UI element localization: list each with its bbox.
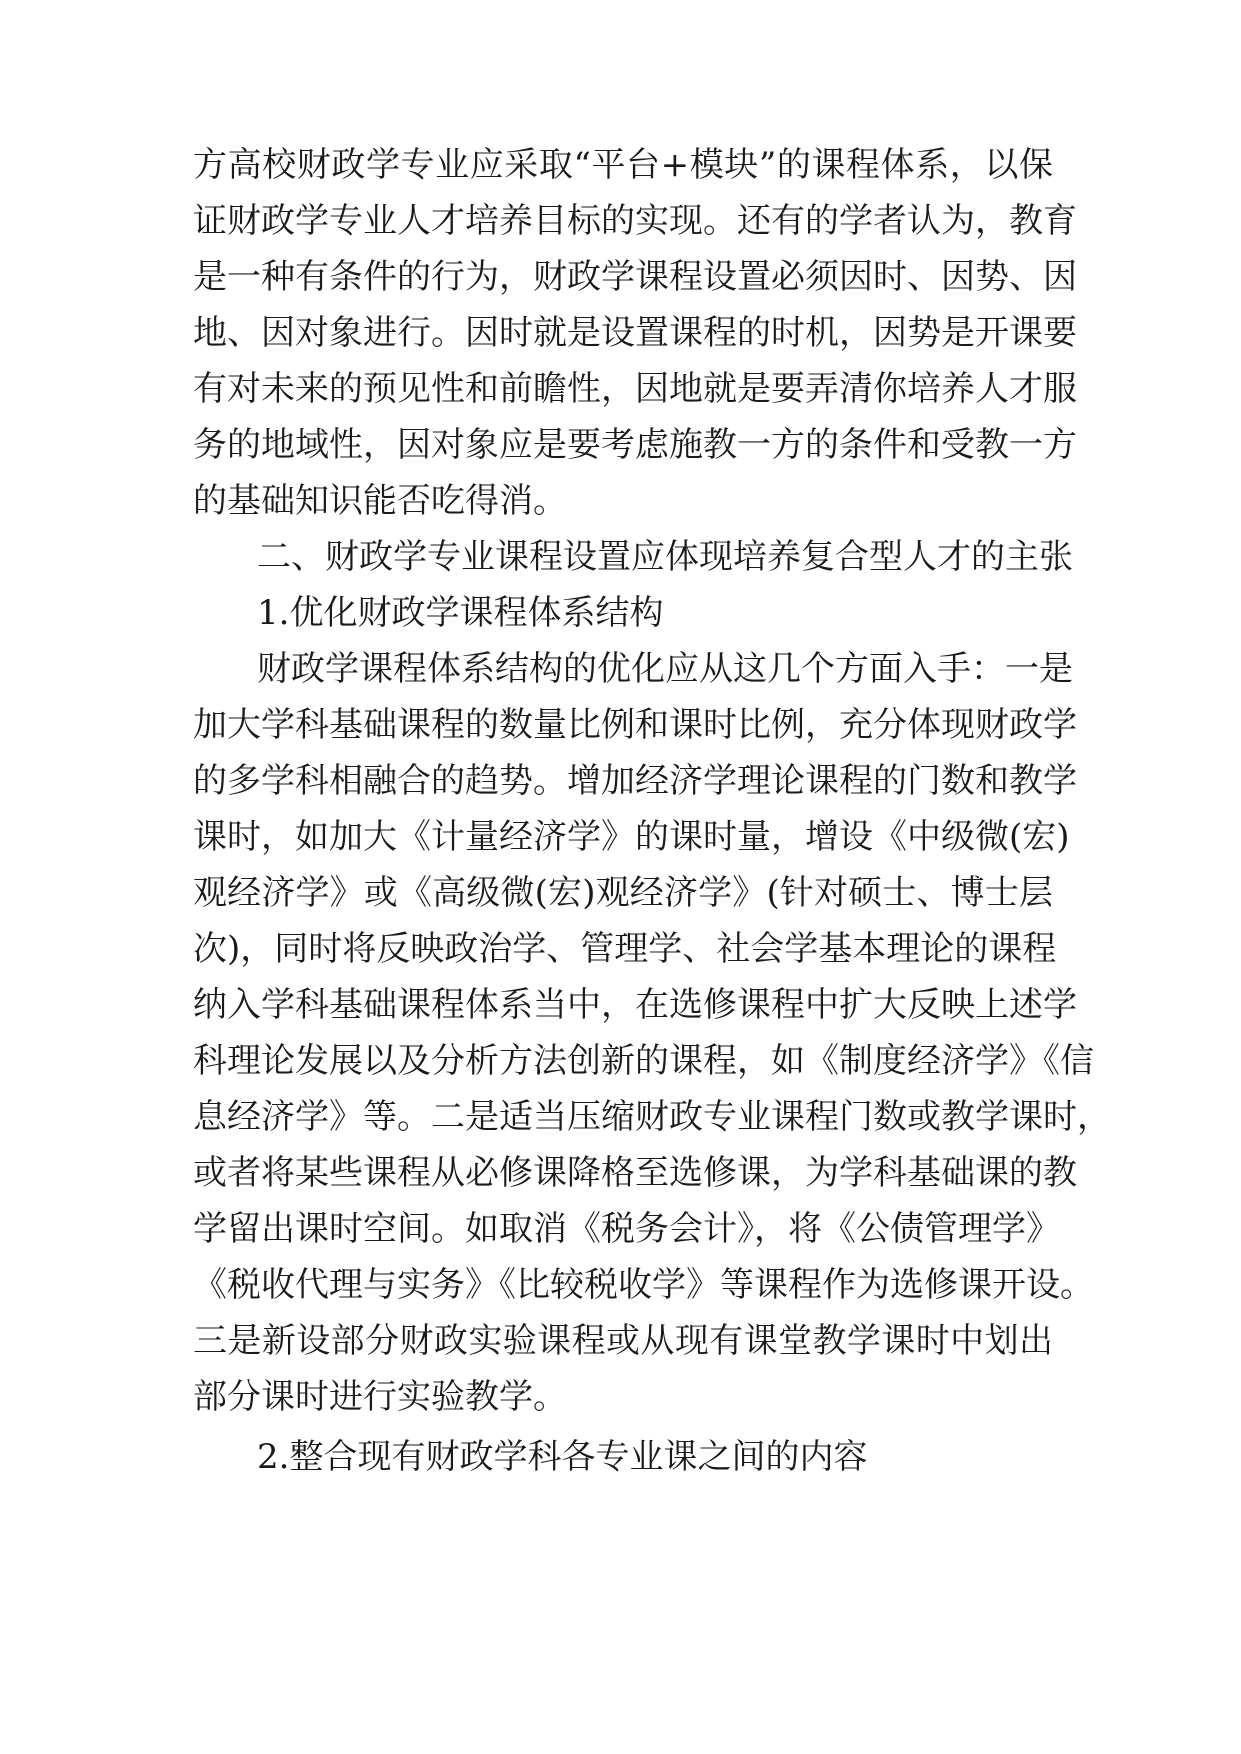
- paragraph-line: 的基础知识能否吃得消。: [193, 481, 567, 521]
- paragraph-line: 息经济学》等。二是适当压缩财政专业课程门数或教学课时，: [193, 1097, 1111, 1137]
- paragraph-line: 课时，如加大《计量经济学》的课时量，增设《中级微(宏): [193, 817, 1070, 857]
- paragraph-line: 证财政学专业人才培养目标的实现。还有的学者认为，教育: [193, 201, 1077, 241]
- paragraph-line: 方高校财政学专业应采取“平台+模块”的课程体系，以保: [193, 145, 1053, 185]
- subsection-heading: 2.整合现有财政学科各专业课之间的内容: [257, 1437, 868, 1477]
- paragraph-line: 学留出课时空间。如取消《税务会计》，将《公债管理学》: [193, 1209, 1060, 1249]
- paragraph-line: 或者将某些课程从必修课降格至选修课，为学科基础课的教: [193, 1153, 1077, 1193]
- paragraph-line: 的多学科相融合的趋势。增加经济学理论课程的门数和教学: [193, 761, 1077, 801]
- paragraph-line: 三是新设部分财政实验课程或从现有课堂教学课时中划出: [193, 1321, 1053, 1361]
- subsection-heading: 1.优化财政学课程体系结构: [257, 593, 664, 633]
- paragraph-line: 纳入学科基础课程体系当中，在选修课程中扩大反映上述学: [193, 985, 1077, 1025]
- paragraph-line: 《税收代理与实务》《比较税收学》等课程作为选修课开设。: [193, 1265, 1094, 1305]
- paragraph-line: 部分课时进行实验教学。: [193, 1377, 567, 1417]
- section-heading: 二、财政学专业课程设置应体现培养复合型人才的主张: [257, 537, 1073, 577]
- paragraph-line: 加大学科基础课程的数量比例和课时比例，充分体现财政学: [193, 705, 1077, 745]
- paragraph-line: 财政学课程体系结构的优化应从这几个方面入手：一是: [257, 649, 1073, 689]
- paragraph-line: 科理论发展以及分析方法创新的课程，如《制度经济学》《信: [193, 1041, 1094, 1081]
- paragraph-line: 次)，同时将反映政治学、管理学、社会学基本理论的课程: [193, 929, 1057, 969]
- paragraph-line: 有对未来的预见性和前瞻性，因地就是要弄清你培养人才服: [193, 369, 1077, 409]
- paragraph-line: 务的地域性，因对象应是要考虑施教一方的条件和受教一方: [193, 425, 1077, 465]
- paragraph-line: 观经济学》或《高级微(宏)观经济学》(针对硕士、博士层: [193, 873, 1053, 913]
- paragraph-line: 是一种有条件的行为，财政学课程设置必须因时、因势、因: [193, 257, 1077, 297]
- paragraph-line: 地、因对象进行。因时就是设置课程的时机，因势是开课要: [193, 313, 1077, 353]
